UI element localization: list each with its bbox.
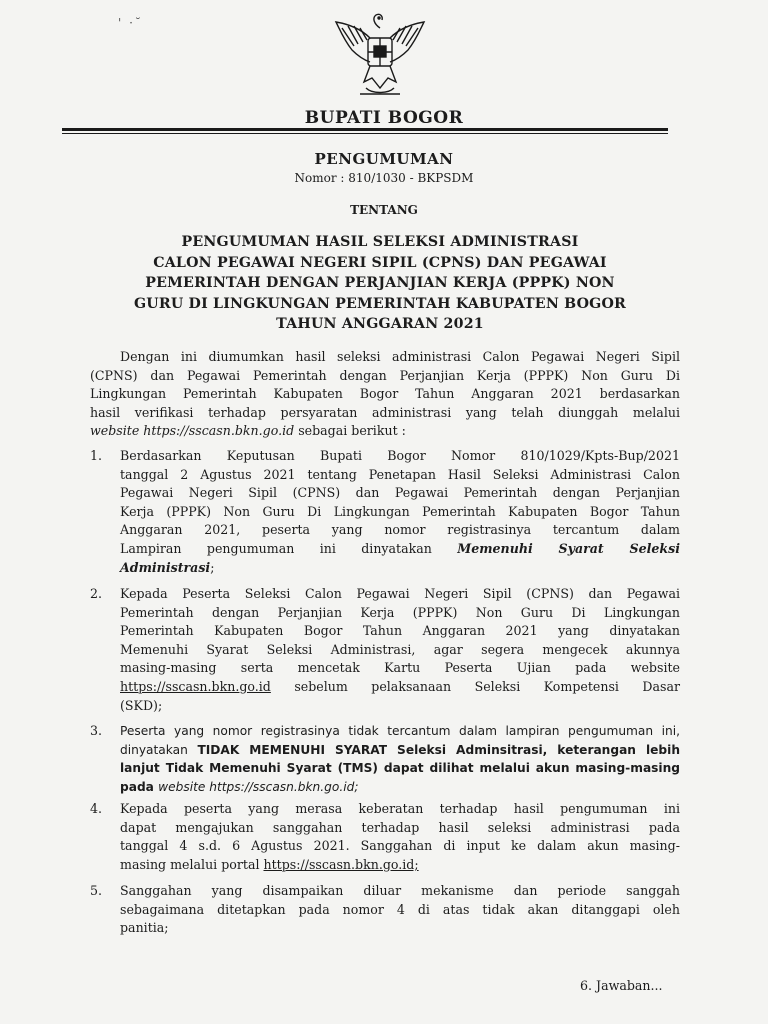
text-line: Kerja (PPPK) Non Guru Di Lingkungan Pemerintah Kabupaten Bogor Tahun xyxy=(120,503,680,519)
text-fragment: sebagai berikut : xyxy=(294,423,406,439)
text-line: tanggal 2 Agustus 2021 tentang Penetapan Hasil Seleksi Administrasi Calon xyxy=(120,466,680,482)
announcement-title: PENGUMUMAN xyxy=(314,150,454,168)
list-number: 3. xyxy=(90,723,103,738)
announcement-about: TENTANG xyxy=(350,203,418,217)
text-line: Kepada peserta yang merasa keberatan terhadap hasil pengumuman ini xyxy=(120,801,680,816)
garuda-emblem-icon xyxy=(330,10,430,102)
text-line: Sanggahan yang disampaikan diluar mekanisme dan periode sanggah xyxy=(120,883,680,898)
text-line xyxy=(120,741,680,760)
heading-line: PENGUMUMAN HASIL SELEKSI ADMINISTRASI xyxy=(181,234,579,250)
text-line: sebagaimana ditetapkan pada nomor 4 di atas tidak akan ditanggapi oleh xyxy=(120,901,680,917)
text-fragment: sebelum pelaksanaan Seleksi Kompetensi Dasar xyxy=(270,678,680,694)
emphasis-text: Administrasi xyxy=(120,559,211,575)
text-line: lanjut Tidak Memenuhi Syarat (TMS) dapat dilihat melalui akun masing-masing xyxy=(120,761,680,776)
text-line: Pemerintah dengan Perjanjian Kerja (PPPK) Non Guru Di Lingkungan xyxy=(120,604,680,620)
text-line xyxy=(120,778,680,797)
text-fragment: Lampiran pengumuman ini dinyatakan xyxy=(120,540,458,556)
list-number: 2. xyxy=(90,586,103,601)
emphasis-text: Memenuhi Syarat Seleksi xyxy=(457,540,680,556)
text-fragment: masing melalui portal xyxy=(120,856,264,872)
handwritten-mark: ' ·˘ xyxy=(118,16,143,30)
text-line: dapat mengajukan sanggahan terhadap hasil seleksi administrasi pada xyxy=(120,819,680,835)
list-number: 1. xyxy=(90,448,103,463)
text-line: (CPNS) dan Pegawai Pemerintah dengan Perjanjian Kerja (PPPK) Non Guru Di xyxy=(90,367,680,383)
heading-line: TAHUN ANGGARAN 2021 xyxy=(276,316,484,332)
text-line: Pemerintah Kabupaten Bogor Tahun Anggaran 2021 yang dinyatakan xyxy=(120,623,680,639)
text-line xyxy=(120,678,680,697)
text-line: Kepada Peserta Seleksi Calon Pegawai Negeri Sipil (CPNS) dan Pegawai xyxy=(120,586,680,601)
text-line xyxy=(120,856,680,875)
text-line xyxy=(90,422,680,441)
sscasn-link[interactable]: https://sscasn.bkn.go.id; xyxy=(263,856,419,872)
text-fragment: ; xyxy=(210,559,215,575)
heading-line: PEMERINTAH DENGAN PERJANJIAN KERJA (PPPK) NON xyxy=(145,275,615,291)
letterhead-rule xyxy=(62,128,668,131)
list-number: 4. xyxy=(90,801,103,816)
text-line: Anggaran 2021, peserta yang nomor registrasinya tercantum dalam xyxy=(120,522,680,538)
website-link-text: website https://sscasn.bkn.go.id; xyxy=(158,779,359,794)
continuation-text: 6. Jawaban... xyxy=(580,978,663,993)
heading-line: GURU DI LINGKUNGAN PEMERINTAH KABUPATEN BOGOR xyxy=(133,295,627,312)
text-line: hasil verifikasi terhadap persyaratan administrasi yang telah diunggah melalui xyxy=(90,404,680,420)
text-line xyxy=(120,559,680,578)
text-line: tanggal 4 s.d. 6 Agustus 2021. Sanggahan di input ke dalam akun masing- xyxy=(120,838,680,854)
text-line: Peserta yang nomor registrasinya tidak tercantum dalam lampiran pengumuman ini, xyxy=(120,724,680,738)
text-line: (SKD); xyxy=(120,697,163,713)
text-line: Lingkungan Pemerintah Kabupaten Bogor Tahun Anggaran 2021 berdasarkan xyxy=(90,386,680,402)
organization-name: BUPATI BOGOR xyxy=(304,108,464,128)
text-line: Berdasarkan Keputusan Bupati Bogor Nomor 810/1029/Kpts-Bup/2021 xyxy=(120,448,680,463)
text-line xyxy=(120,540,680,559)
text-line: Dengan ini diumumkan hasil seleksi administrasi Calon Pegawai Negeri Sipil xyxy=(120,349,680,364)
announcement-number: Nomor : 810/1030 - BKPSDM xyxy=(294,171,474,185)
heading-line: CALON PEGAWAI NEGERI SIPIL (CPNS) DAN PEGAWAI xyxy=(153,254,607,271)
emphasis-text: pada xyxy=(120,779,159,794)
text-line: panitia; xyxy=(120,920,169,936)
letterhead-rule-thin xyxy=(62,133,668,134)
announcement-heading xyxy=(80,232,680,335)
text-line: masing-masing serta mencetak Kartu Peserta Ujian pada website xyxy=(120,660,680,676)
text-line: Pegawai Negeri Sipil (CPNS) dan Pegawai Pemerintah dengan Perjanjian xyxy=(120,485,680,501)
list-number: 5. xyxy=(90,883,103,898)
text-line: Memenuhi Syarat Seleksi Administrasi, agar segera mengecek akunnya xyxy=(120,641,680,657)
intro-paragraph xyxy=(90,348,680,441)
sscasn-link[interactable]: https://sscasn.bkn.go.id xyxy=(120,678,271,694)
website-link-text: website https://sscasn.bkn.go.id xyxy=(90,423,295,439)
emphasis-text: TIDAK MEMENUHI SYARAT Seleksi Adminsitrasi, keterangan lebih xyxy=(197,742,680,757)
text-fragment: dinyatakan xyxy=(120,742,198,757)
